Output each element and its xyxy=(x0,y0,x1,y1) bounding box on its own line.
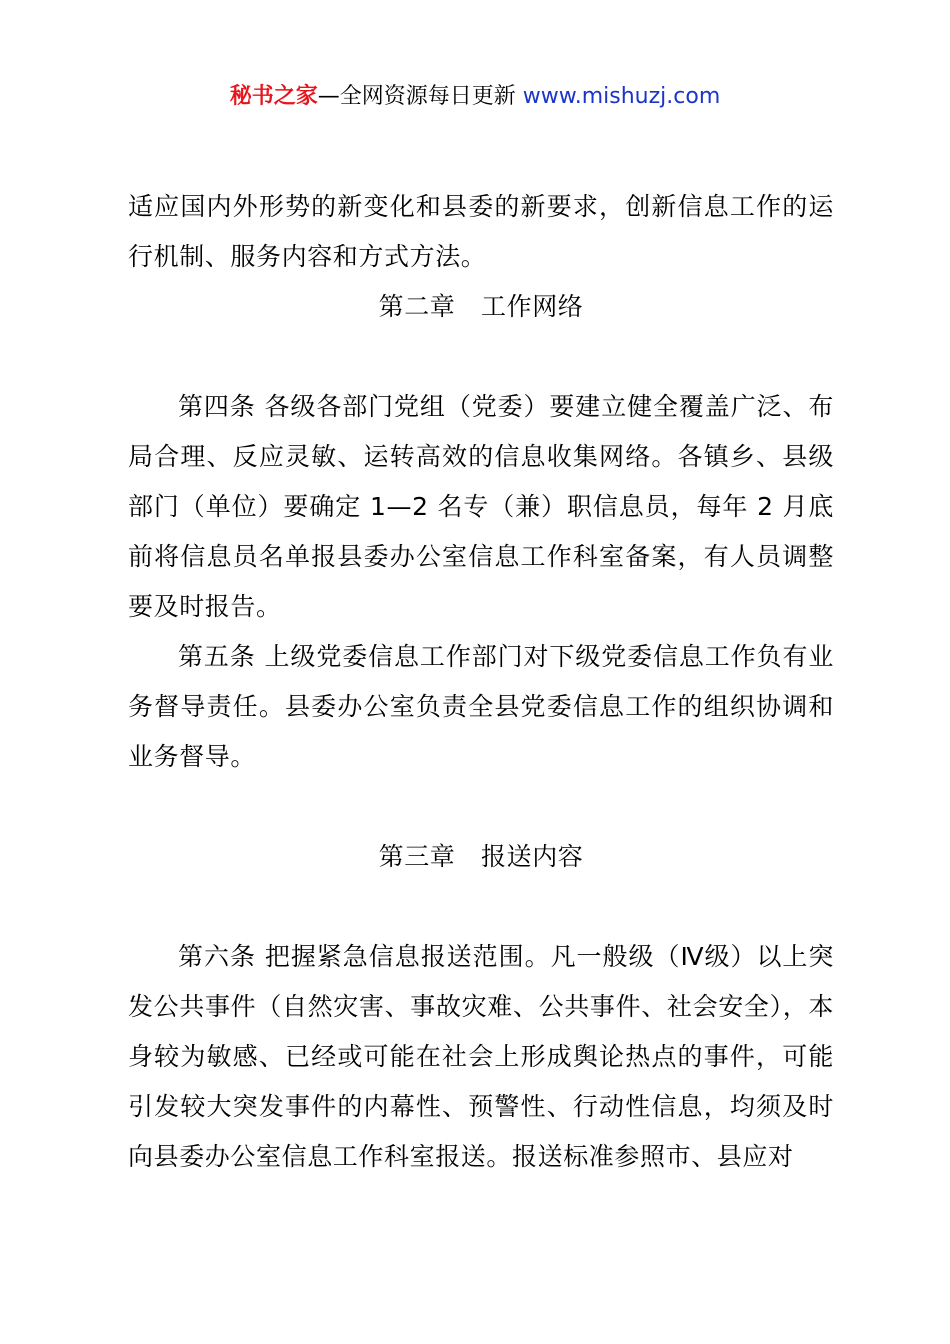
spacer xyxy=(128,332,834,382)
site-header xyxy=(0,80,950,114)
site-url-link[interactable]: www.mishuzj.com xyxy=(522,84,721,109)
spacer xyxy=(128,882,834,932)
article-4: 第四条 各级各部门党组（党委）要建立健全覆盖广泛、布局合理、反应灵敏、运转高效的信息收集网络。各镇乡、县级部门（单位）要确定 1—2 名专（兼）职信息员，每年 2 月底前将信息员名单报县委办公室信息工作科室备案，有人员调整要及时报告。 xyxy=(128,392,834,621)
paragraph-continued: 适应国内外形势的新变化和县委的新要求，创新信息工作的运行机制、服务内容和方式方法。 xyxy=(128,192,834,271)
article-6: 第六条 把握紧急信息报送范围。凡一般级（Ⅳ级）以上突发公共事件（自然灾害、事故灾难、公共事件、社会安全），本身较为敏感、已经或可能在社会上形成舆论热点的事件，可能引发较大突发事件的内幕性、预警性、行动性信息，均须及时向县委办公室信息工作科室报送。报送标准参照市、县应对 xyxy=(128,942,834,1171)
brand-name: 秘书之家 xyxy=(229,84,318,109)
chapter-2-title: 第二章 工作网络 xyxy=(378,292,584,321)
spacer xyxy=(128,782,834,832)
document-body xyxy=(128,182,834,1182)
header-tagline: —全网资源每日更新 xyxy=(317,84,516,109)
chapter-3-title: 第三章 报送内容 xyxy=(378,842,584,871)
article-5: 第五条 上级党委信息工作部门对下级党委信息工作负有业务督导责任。县委办公室负责全县党委信息工作的组织协调和业务督导。 xyxy=(128,642,834,771)
